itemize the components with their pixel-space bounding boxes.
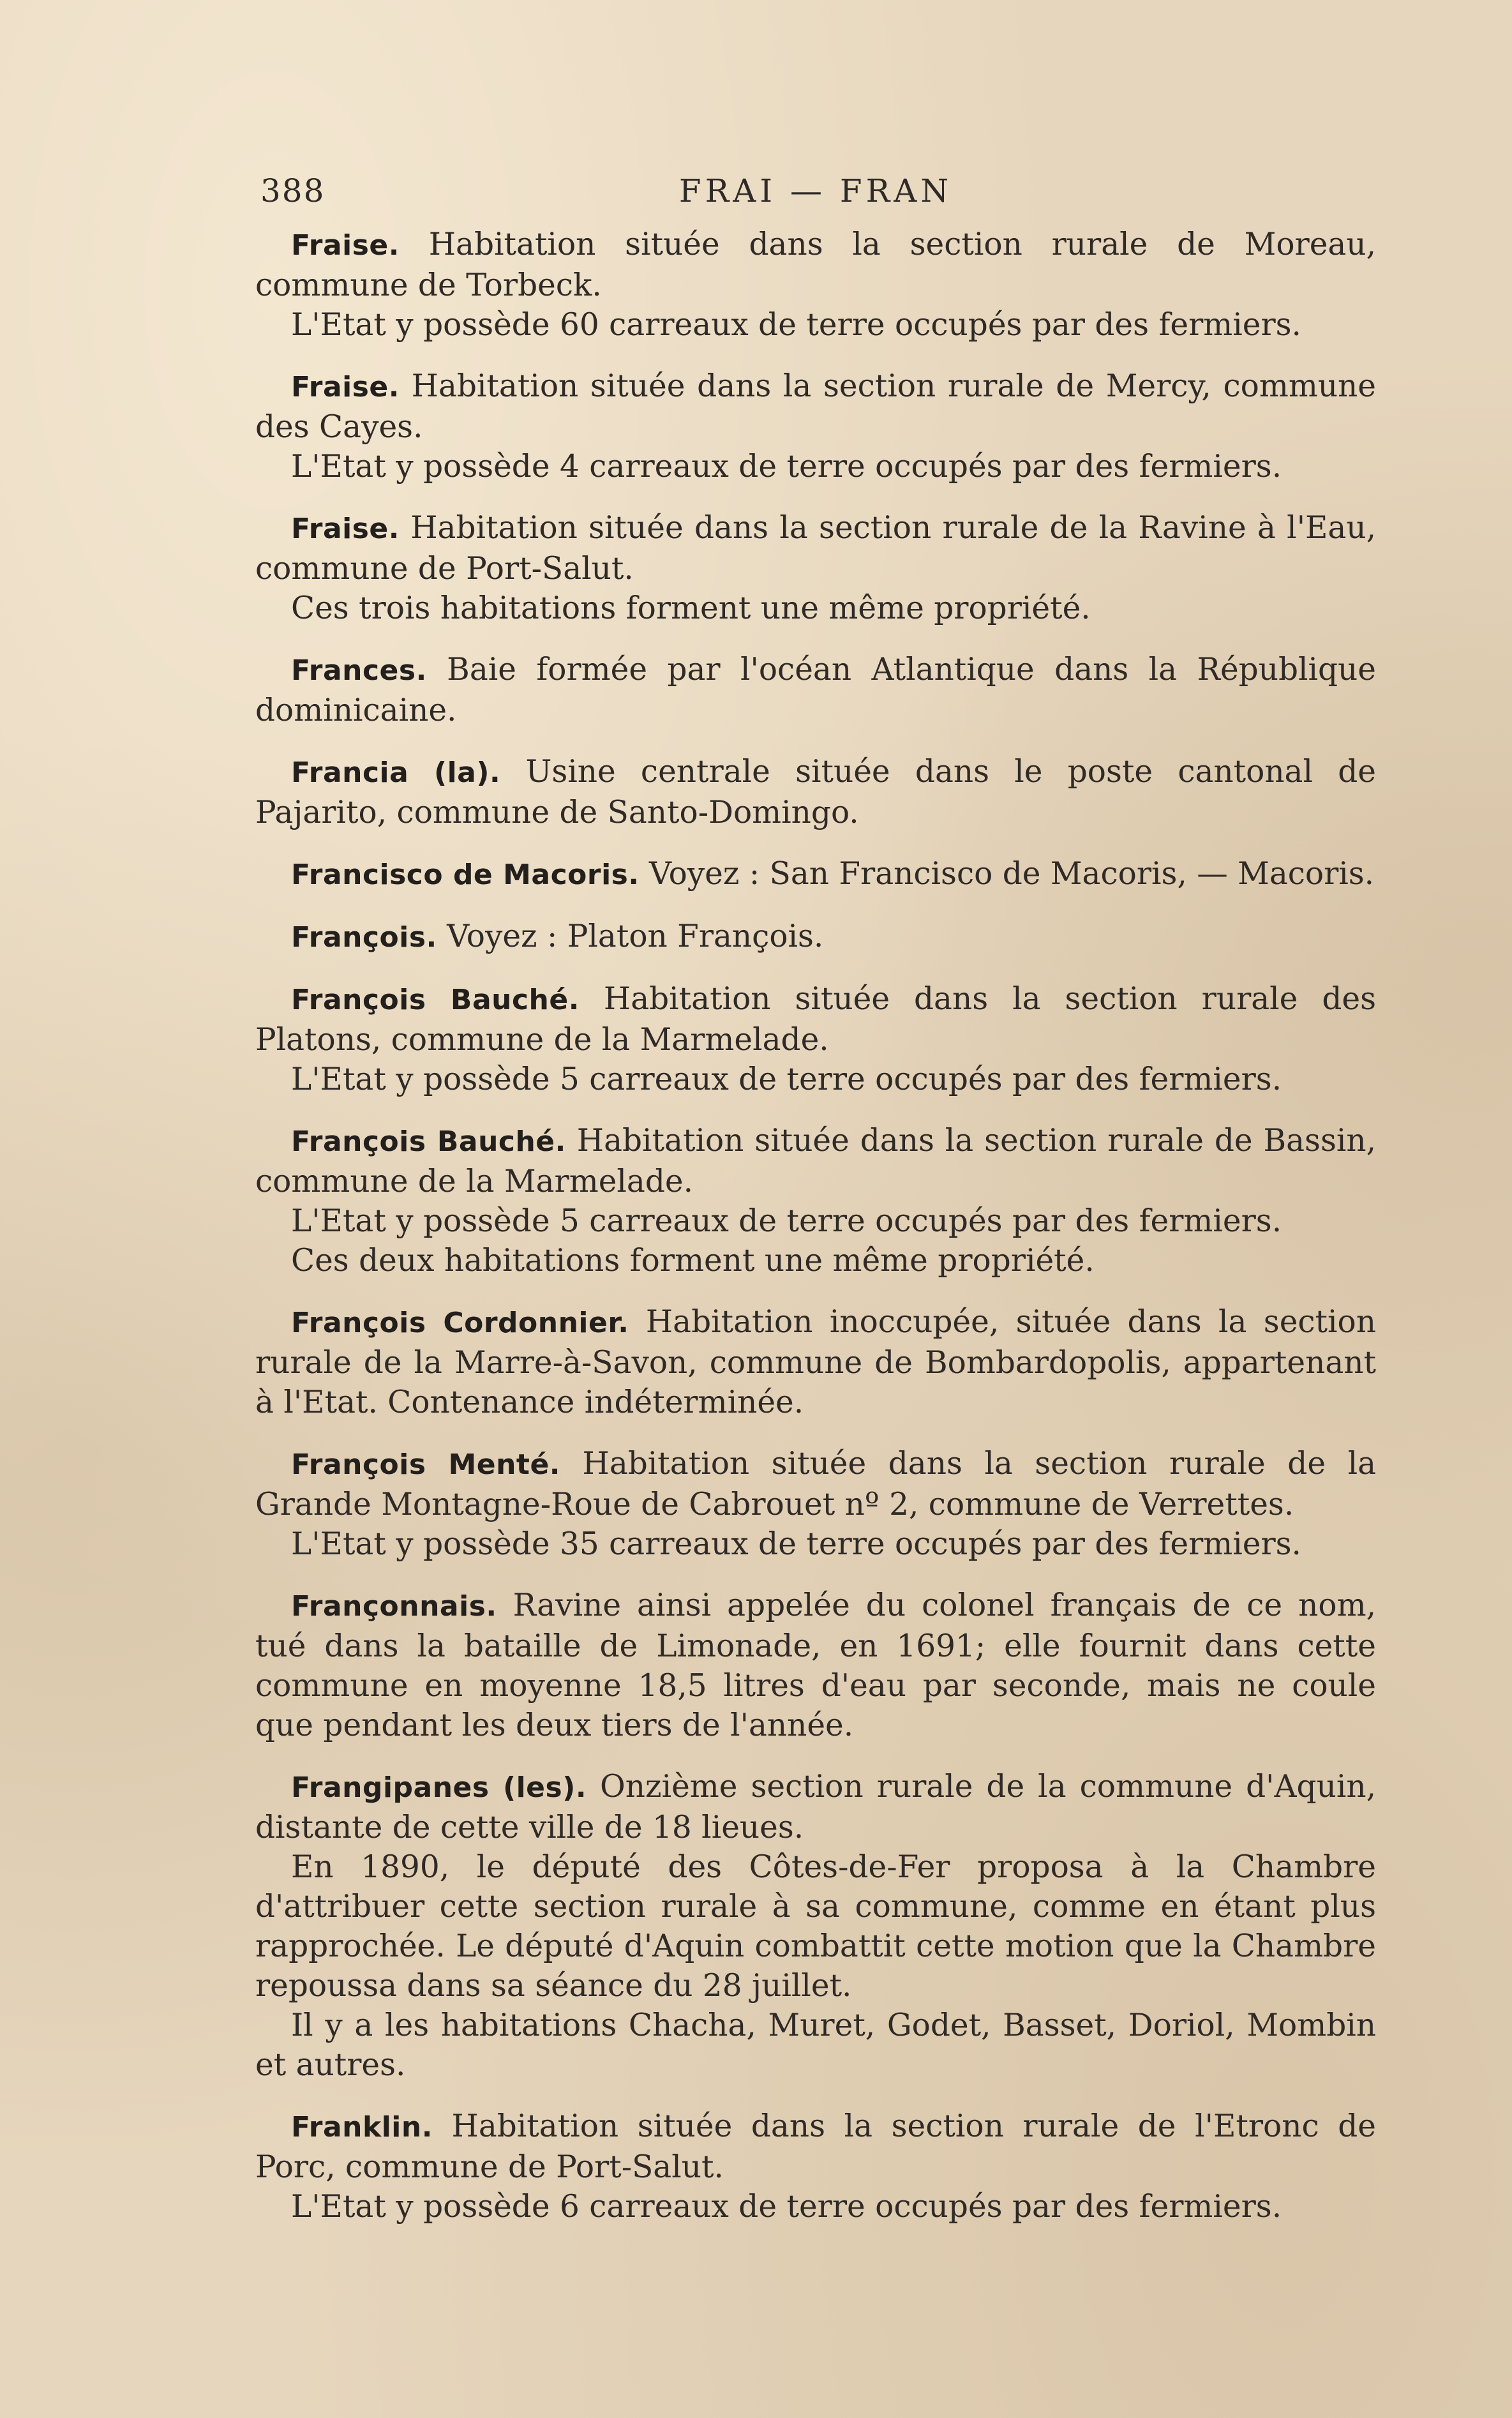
entry-paragraph (255, 366, 1376, 447)
entry-headword: François Bauché. (291, 984, 580, 1016)
entry-headword: Frances. (291, 654, 427, 687)
entry (255, 1302, 1376, 1422)
entry-text: Ravine ainsi appelée du colonel français de ce nom, tué dans la bataille de Limonade, en 1691; elle fournit dans cette commune en moyenne 18,5 litres d'eau par seconde, mais ne coule que pendant les deux tiers de l'année. (255, 1588, 1376, 1743)
entry-headword: François Cordonnier. (291, 1307, 629, 1339)
entry-paragraph (255, 1586, 1376, 1745)
entry-paragraph (255, 508, 1376, 589)
entry (255, 1767, 1376, 2085)
entry-paragraph: L'Etat y possède 60 carreaux de terre occupés par des fermiers. (291, 307, 1301, 343)
entry-text: Habitation située dans la section rurale de la Grande Montagne-Roue de Cabrouet nº 2, commune de Verrettes. (255, 1446, 1376, 1522)
entry-headword: Francisco de Macoris. (291, 859, 640, 891)
entry-text: Habitation située dans la section rurale de Moreau, commune de Torbeck. (255, 227, 1376, 303)
running-title: FRAI — FRAN (678, 172, 953, 209)
entry-paragraph (255, 2106, 1376, 2187)
entry-text: Habitation située dans la section rurale de l'Etronc de Porc, commune de Port-Salut. (255, 2108, 1376, 2185)
entry-paragraph: Ces deux habitations forment une même propriété. (291, 1243, 1095, 1279)
entry-paragraph: L'Etat y possède 5 carreaux de terre occupés par des fermiers. (291, 1203, 1282, 1239)
entry-paragraph (255, 650, 1376, 730)
entry-headword: Fraise. (291, 229, 400, 262)
entry-text: Voyez : Platon François. (437, 919, 824, 954)
page-number: 388 (260, 172, 326, 209)
entry-paragraph (255, 1767, 1376, 1847)
entry (255, 650, 1376, 730)
entry (255, 854, 1376, 895)
entry-text: Voyez : San Francisco de Macoris, — Macoris. (639, 856, 1375, 892)
entry (255, 752, 1376, 832)
entry-paragraph (255, 979, 1376, 1060)
entry-paragraph (255, 1121, 1376, 1201)
entry-paragraph: Ces trois habitations forment une même propriété. (291, 590, 1091, 626)
entry (255, 225, 1376, 345)
entry-headword: François. (291, 921, 437, 954)
entry-text: Habitation située dans la section rurale de Mercy, commune des Cayes. (255, 368, 1376, 445)
entry-paragraph: Il y a les habitations Chacha, Muret, Godet, Basset, Doriol, Mombin et autres. (255, 2008, 1376, 2083)
entry-text: Usine centrale située dans le poste cantonal de Pajarito, commune de Santo-Domingo. (255, 754, 1376, 830)
entry-paragraph (255, 1444, 1376, 1524)
entry (255, 1444, 1376, 1564)
dictionary-entries (255, 225, 1376, 2248)
entry-text: Habitation située dans la section rurale de Bassin, commune de la Marmelade. (255, 1123, 1376, 1199)
entry-paragraph (255, 225, 1376, 305)
entry-paragraph (255, 752, 1376, 832)
entry (255, 1121, 1376, 1280)
entry-headword: François Menté. (291, 1448, 561, 1481)
entry (255, 508, 1376, 628)
entry-headword: Fraise. (291, 371, 400, 403)
entry-paragraph: En 1890, le député des Côtes-de-Fer proposa à la Chambre d'attribuer cette section rurale à sa commune, comme en étant plus rapprochée. Le député d'Aquin combattit cette motion que la Chambre repoussa dans sa séance du 28 juillet. (255, 1849, 1376, 2004)
entry-headword: Françonnais. (291, 1590, 497, 1623)
entry (255, 366, 1376, 486)
entry-text: Onzième section rurale de la commune d'Aquin, distante de cette ville de 18 lieues. (255, 1769, 1376, 1845)
entry-paragraph (255, 917, 1376, 957)
entry-text: Baie formée par l'océan Atlantique dans la République dominicaine. (255, 652, 1376, 728)
entry-text: Habitation située dans la section rurale de la Ravine à l'Eau, commune de Port-Salut. (255, 510, 1376, 587)
entry-headword: Fraise. (291, 513, 400, 545)
entry-paragraph: L'Etat y possède 35 carreaux de terre occupés par des fermiers. (291, 1526, 1301, 1562)
entry-paragraph (255, 1302, 1376, 1422)
entry-text: Habitation inoccupée, située dans la section rurale de la Marre-à-Savon, commune de Bombardopolis, appartenant à l'Etat. Contenance indéterminée. (255, 1304, 1376, 1420)
entry-headword: François Bauché. (291, 1125, 566, 1158)
entry-headword: Franklin. (291, 2111, 433, 2144)
entry-paragraph: L'Etat y possède 4 carreaux de terre occupés par des fermiers. (291, 449, 1282, 484)
entry (255, 917, 1376, 957)
entry-paragraph (255, 854, 1376, 895)
entry (255, 2106, 1376, 2227)
entry-headword: Frangipanes (les). (291, 1771, 587, 1804)
page-header (260, 172, 1371, 213)
entry (255, 1586, 1376, 1745)
entry-text: Habitation située dans la section rurale des Platons, commune de la Marmelade. (255, 981, 1376, 1058)
entry (255, 979, 1376, 1099)
entry-headword: Francia (la). (291, 756, 501, 789)
entry-paragraph: L'Etat y possède 5 carreaux de terre occupés par des fermiers. (291, 1062, 1282, 1097)
entry-paragraph: L'Etat y possède 6 carreaux de terre occupés par des fermiers. (291, 2189, 1282, 2225)
